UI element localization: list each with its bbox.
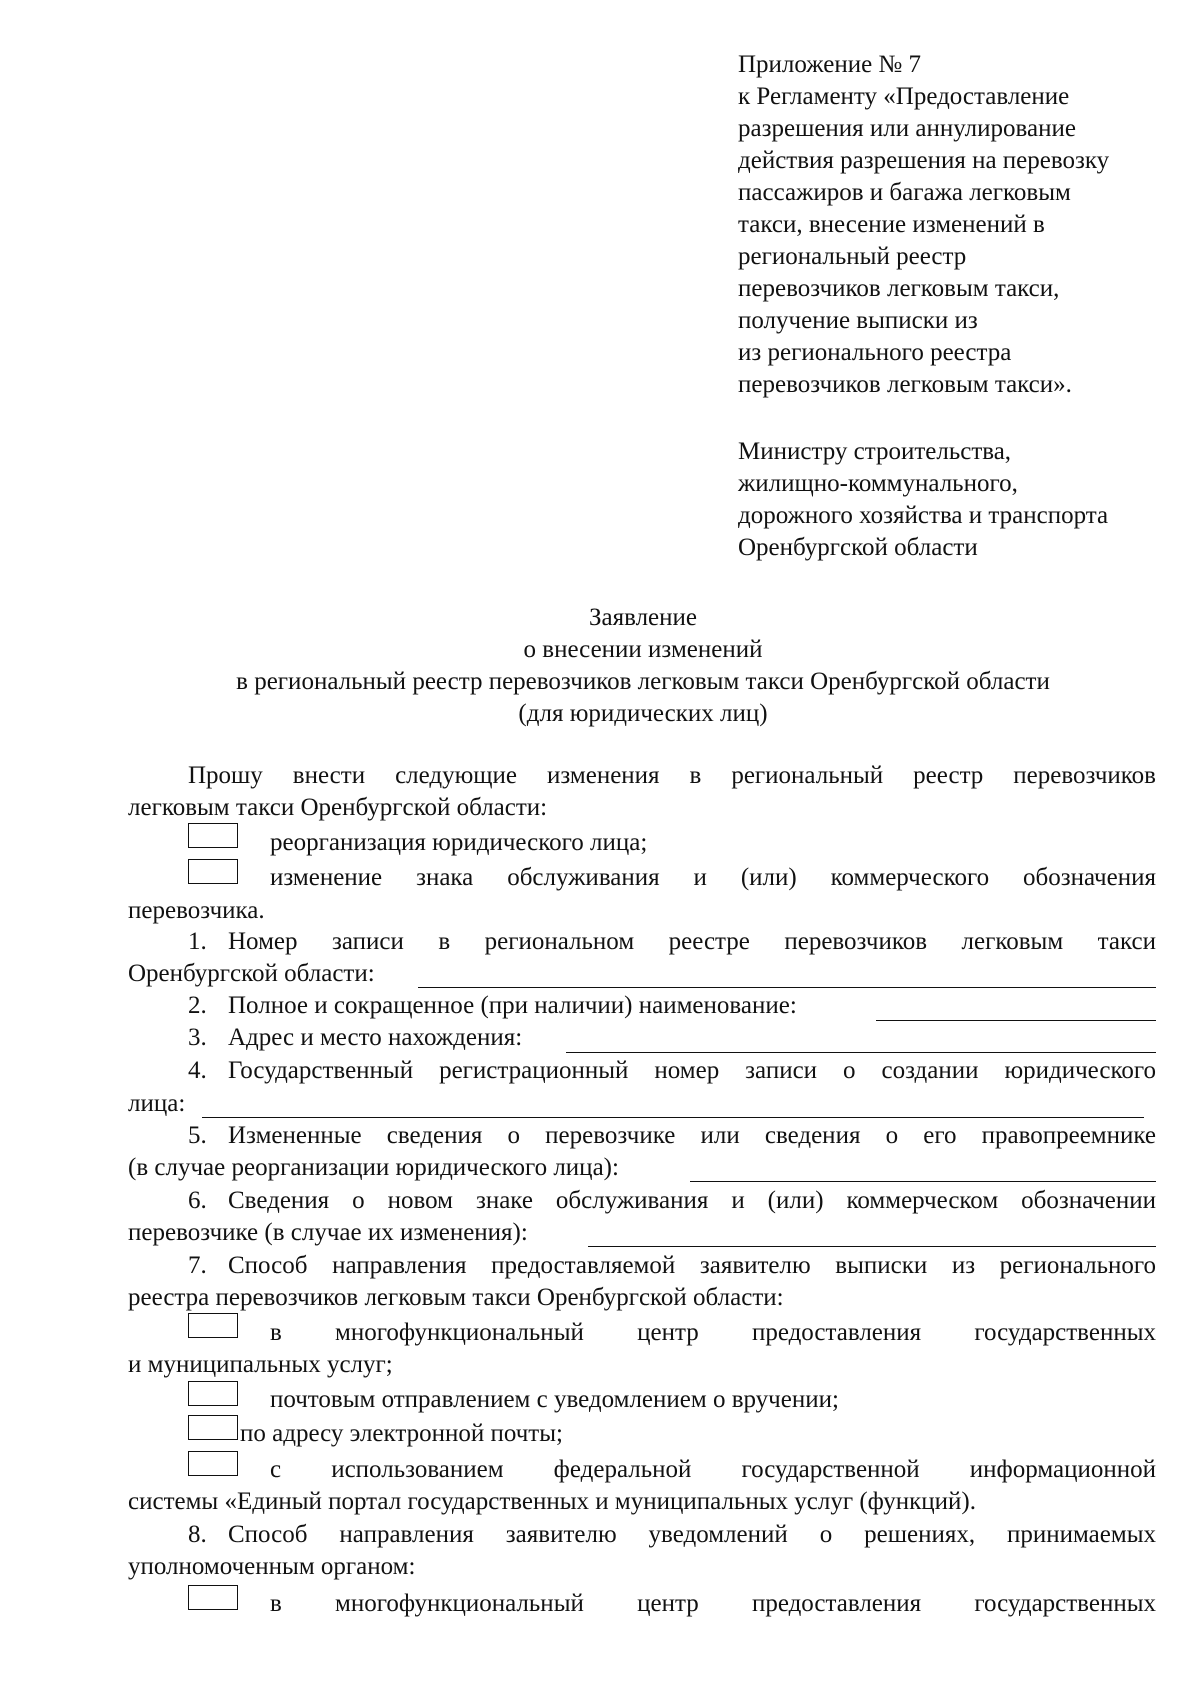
item-text: (в случае реорганизации юридического лица): [128, 1154, 619, 1181]
item-number: 4. [188, 1057, 207, 1084]
title-line: Заявление [588, 604, 698, 631]
option-label: в многофункциональный центр предоставления государственных [270, 1590, 1156, 1617]
checkbox-sign-change[interactable] [188, 859, 238, 884]
addressee [738, 436, 1178, 564]
header-line: такси, внесение изменений в [738, 211, 1045, 238]
option-label: с использованием федеральной государственной информационной [270, 1456, 1156, 1483]
item-text: реестра перевозчиков легковым такси Оренбургской области: [128, 1284, 784, 1311]
option-label: в многофункциональный центр предоставления государственных [270, 1319, 1156, 1346]
item5-answer-field[interactable] [690, 1181, 1156, 1182]
option-label: изменение знака обслуживания и (или) коммерческого обозначения [270, 864, 1156, 891]
checkbox-extract-post[interactable] [188, 1381, 238, 1406]
item-number: 3. [188, 1024, 207, 1051]
header-line: перевозчиков легковым такси, [738, 275, 1060, 302]
header-line: перевозчиков легковым такси». [738, 371, 1072, 398]
item-text: Адрес и место нахождения: [228, 1024, 523, 1051]
intro-text: легковым такси Оренбургской области: [128, 794, 548, 821]
item-text: перевозчике (в случае их изменения): [128, 1219, 528, 1246]
option-label: по адресу электронной почты; [240, 1420, 563, 1447]
item-number: 5. [188, 1122, 207, 1149]
checkbox-extract-email[interactable] [188, 1415, 238, 1440]
title-line: о внесении изменений [523, 636, 763, 663]
item-text: Полное и сокращенное (при наличии) наименование: [228, 992, 797, 1019]
item-text: Способ направления предоставляемой заявителю выписки из регионального [228, 1252, 1156, 1279]
option-label: и муниципальных услуг; [128, 1351, 393, 1378]
item-text: Номер записи в региональном реестре перевозчиков легковым такси [228, 928, 1156, 955]
item2-answer-field[interactable] [876, 1020, 1156, 1021]
item6-answer-field[interactable] [588, 1246, 1156, 1247]
header-line: из регионального реестра [738, 339, 1012, 366]
header-line: разрешения или аннулирование [738, 115, 1076, 142]
item-text: уполномоченным органом: [128, 1553, 416, 1580]
title-line: (для юридических лиц) [518, 700, 768, 727]
header-line: пассажиров и багажа легковым [738, 179, 1071, 206]
option-label: перевозчика. [128, 897, 265, 924]
item3-answer-field[interactable] [566, 1052, 1156, 1053]
option-label: системы «Единый портал государственных и муниципальных услуг (функций). [128, 1488, 976, 1515]
header-line: Приложение № 7 [738, 51, 922, 78]
item-text: Государственный регистрационный номер записи о создании юридического [228, 1057, 1156, 1084]
item-number: 1. [188, 928, 207, 955]
item4-answer-field[interactable] [202, 1117, 1144, 1118]
addressee-line: дорожного хозяйства и транспорта [738, 502, 1109, 529]
item-number: 6. [188, 1187, 207, 1214]
item1-answer-field[interactable] [418, 987, 1156, 988]
checkbox-extract-mfc[interactable] [188, 1313, 238, 1338]
intro-text: Прошу внести следующие изменения в региональный реестр перевозчиков [188, 762, 1156, 789]
addressee-line: Оренбургской области [738, 534, 978, 561]
option-label: реорганизация юридического лица; [270, 829, 648, 856]
header-line: действия разрешения на перевозку [738, 147, 1110, 174]
document-title [128, 602, 1158, 730]
addressee-line: жилищно-коммунального, [738, 470, 1018, 497]
appendix-header [738, 49, 1178, 401]
checkbox-notice-mfc[interactable] [188, 1585, 238, 1610]
item-text: лица: [128, 1090, 186, 1117]
header-line: региональный реестр [738, 243, 967, 270]
item-number: 7. [188, 1252, 207, 1279]
item-number: 8. [188, 1521, 207, 1548]
item-text: Оренбургской области: [128, 960, 375, 987]
item-text: Измененные сведения о перевозчике или сведения о его правопреемнике [228, 1122, 1156, 1149]
option-label: почтовым отправлением с уведомлением о вручении; [270, 1386, 839, 1413]
title-line: в региональный реестр перевозчиков легковым такси Оренбургской области [236, 668, 1050, 695]
checkbox-extract-portal[interactable] [188, 1451, 238, 1476]
addressee-line: Министру строительства, [738, 438, 1012, 465]
header-line: к Регламенту «Предоставление [738, 83, 1070, 110]
item-number: 2. [188, 992, 207, 1019]
item-text: Способ направления заявителю уведомлений о решениях, принимаемых [228, 1521, 1156, 1548]
header-line: получение выписки из [738, 307, 978, 334]
checkbox-reorganization[interactable] [188, 823, 238, 848]
item-text: Сведения о новом знаке обслуживания и (или) коммерческом обозначении [228, 1187, 1156, 1214]
